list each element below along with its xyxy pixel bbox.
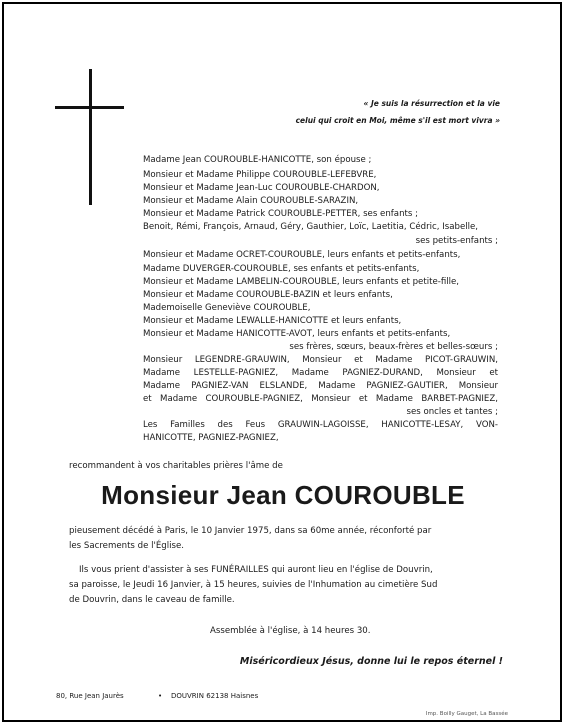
quote-line-2: celui qui croit en Moi, même s'il est mort vivra » <box>295 116 500 125</box>
family-line: Monsieur et Madame OCRET-COUROUBLE, leurs enfants et petits-enfants, <box>143 250 461 260</box>
family-line: Madame PAGNIEZ-VAN ELSLANDE, Madame PAGNIEZ-GAUTIER, Monsieur <box>143 381 498 391</box>
footer-address: 80, Rue Jean Jaurès <box>56 692 124 700</box>
printer-credit: Imp. Boilly Gauget, La Bassée <box>425 711 508 717</box>
family-line: Madame DUVERGER-COUROUBLE, ses enfants et petits-enfants, <box>143 264 420 274</box>
deceased-surname: COUROUBLE <box>294 480 465 510</box>
deceased-prefix: Monsieur Jean <box>101 480 288 510</box>
family-line: Monsieur et Madame Alain COUROUBLE-SARAZIN, <box>143 196 359 206</box>
family-line: ses oncles et tantes ; <box>406 407 498 417</box>
family-line: Madame LESTELLE-PAGNIEZ, Madame PAGNIEZ-DURAND, Monsieur et <box>143 368 498 378</box>
family-line: Monsieur et Madame Philippe COUROUBLE-LEFEBVRE, <box>143 170 377 180</box>
family-line: Monsieur et Madame LEWALLE-HANICOTTE et leurs enfants, <box>143 316 402 326</box>
family-line: Monsieur et Madame Patrick COUROUBLE-PETTER, ses enfants ; <box>143 209 418 219</box>
funeral-line-1: Ils vous prient d'assister à ses FUNÉRAILLES qui auront lieu en l'église de Douvrin, <box>79 565 433 575</box>
funeral-line-2: sa paroisse, le Jeudi 16 Janvier, à 15 heures, suivies de l'Inhumation au cimetière Sud <box>69 580 438 590</box>
intro-text: recommandent à vos charitables prières l'âme de <box>69 461 283 471</box>
family-line: Mademoiselle Geneviève COUROUBLE, <box>143 303 311 313</box>
closing-prayer: Miséricordieux Jésus, donne lui le repos éternel ! <box>239 656 503 667</box>
family-line: Madame Jean COUROUBLE-HANICOTTE, son épouse ; <box>143 155 372 165</box>
family-line: Monsieur et Madame LAMBELIN-COUROUBLE, leurs enfants et petite-fille, <box>143 277 460 287</box>
family-line: et Madame COUROUBLE-PAGNIEZ, Monsieur et Madame BARBET-PAGNIEZ, <box>143 394 498 404</box>
family-line: Monsieur et Madame HANICOTTE-AVOT, leurs enfants et petits-enfants, <box>143 329 451 339</box>
family-line: ses frères, sœurs, beaux-frères et belles-sœurs ; <box>289 342 498 352</box>
family-line: Monsieur LEGENDRE-GRAUWIN, Monsieur et Madame PICOT-GRAUWIN, <box>143 355 498 365</box>
assembly-note: Assemblée à l'église, à 14 heures 30. <box>210 626 371 636</box>
funeral-line-3: de Douvrin, dans le caveau de famille. <box>69 595 235 605</box>
cross-icon-bar <box>55 106 124 109</box>
scripture-quote <box>296 95 500 129</box>
death-line-2: les Sacrements de l'Église. <box>69 541 185 551</box>
cross-icon <box>89 69 92 205</box>
deceased-name <box>0 480 566 511</box>
death-line-1: pieusement décédé à Paris, le 10 Janvier 1975, dans sa 60me année, réconforté par <box>69 526 432 536</box>
family-line: Les Familles des Feus GRAUWIN-LAGOISSE, HANICOTTE-LESAY, VON- <box>143 420 498 430</box>
family-line: HANICOTTE, PAGNIEZ-PAGNIEZ, <box>143 433 279 443</box>
family-line: Monsieur et Madame Jean-Luc COUROUBLE-CHARDON, <box>143 183 380 193</box>
family-line: ses petits-enfants ; <box>415 236 498 246</box>
footer-bullet: • <box>158 692 163 700</box>
quote-line-1: « Je suis la résurrection et la vie <box>363 99 500 108</box>
family-line: Monsieur et Madame COUROUBLE-BAZIN et leurs enfants, <box>143 290 393 300</box>
family-line: Benoit, Rémi, François, Arnaud, Géry, Gauthier, Loïc, Laetitia, Cédric, Isabelle, <box>143 222 479 232</box>
footer-city: DOUVRIN 62138 Haisnes <box>171 692 259 700</box>
